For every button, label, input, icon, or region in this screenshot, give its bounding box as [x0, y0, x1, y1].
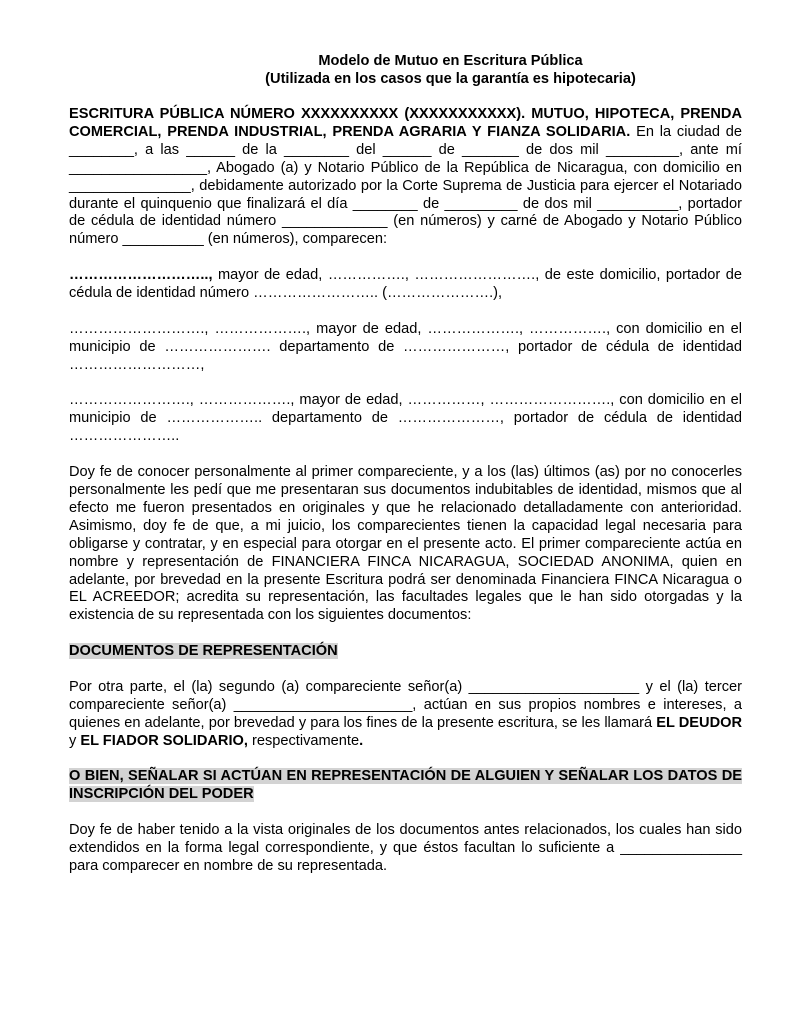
fiador-label: EL FIADOR SOLIDARIO,	[80, 732, 248, 749]
document-body	[69, 106, 742, 894]
title-line-1: Modelo de Mutuo en Escritura Pública	[318, 53, 583, 69]
compareciente-2-paragraph: ………………………., ………………., mayor de edad, ………………., ……………., con domicilio en el municipio de …………………. departamento de …………………, portador de cédula de identidad ………………………,	[69, 320, 742, 373]
compareciente-1-paragraph	[69, 267, 742, 303]
compareciente-3-paragraph: ……………………., ………………., mayor de edad, ……………, ……………………., con domicilio en el municipio de ……………….. departamento de …………………, portador de cédula de identidad …………………..	[69, 392, 742, 445]
parte-text-2: y	[69, 732, 81, 749]
heading-documentos-representacion	[69, 643, 742, 661]
parte-period: .	[359, 732, 364, 749]
final-paragraph: Doy fe de haber tenido a la vista originales de los documentos antes relacionados, los cuales han sido extendidos en la forma legal correspondiente, y que éstos facultan lo suficiente a _______________ para comparecer en nombre de su representada.	[69, 822, 742, 874]
heading-docs-text: DOCUMENTOS DE REPRESENTACIÓN	[69, 643, 338, 660]
intro-text: En la ciudad de ________, a las ______ de la ________ del ______ de _______ de dos mil _________, ante mí _________________, Abogado (a) y Notario Público de la República de Nicaragua, con domicilio en _______________, debidamente autorizado por la Corte Suprema de Justicia para ejercer el Notariado durante el quinquenio que finalizará el día ________ de _________ de dos mil __________, portador de cédula de identidad número _____________ (en números) y carné de Abogado y Notario Público número __________ (en números), comparecen:	[69, 123, 742, 248]
intro-paragraph	[69, 106, 742, 249]
parte-paragraph	[69, 679, 742, 751]
deudor-label: EL DEUDOR	[656, 714, 742, 731]
intro-bold-text: ESCRITURA PÚBLICA NÚMERO XXXXXXXXXX (XXXXXXXXXXX). MUTUO, HIPOTECA, PRENDA COMERCIAL, PRENDA INDUSTRIAL, PRENDA AGRARIA Y FIANZA SOLIDARIA.	[69, 106, 742, 140]
parte-text-3: respectivamente	[247, 732, 360, 749]
heading-representacion-poder	[69, 768, 742, 804]
title-line-2: (Utilizada en los casos que la garantía es hipotecaria)	[265, 71, 636, 87]
parte-text-1: Por otra parte, el (la) segundo (a) compareciente señor(a) _____________________ y el (la) tercer compareciente señor(a) ______________________, actúan en sus propios nombres e intereses, a quienes en adelante, por brevedad y para los fines de la presente escritura, se les llamará	[69, 678, 742, 731]
compareciente-1-text: mayor de edad, ……………., ……………………., de este domicilio, portador de cédula de identidad número …………………….. (………………….),	[69, 267, 742, 302]
document-title	[0, 52, 791, 88]
fe-paragraph: Doy fe de conocer personalmente al primer compareciente, y a los (las) últimos (as) por no conocerles personalmente les pedí que me presentaran sus documentos indubitables de identidad, mismos que al efecto me fueron presentados en originales y que he relacionado detalladamente con anterioridad. Asimismo, doy fe de que, a mi juicio, los comparecientes tienen la capacidad legal necesaria para obligarse y contratar, y en especial para otorgar en el presente acto. El primer compareciente actúa en nombre y representación de FINANCIERA FINCA NICARAGUA, SOCIEDAD ANONIMA, quien en adelante, por brevedad en la presente Escritura podrá ser denominada Financiera FINCA Nicaragua o EL ACREEDOR; acredita su representación, las facultades legales que le han sido otorgadas y la existencia de su representada con los siguientes documentos:	[69, 464, 742, 624]
heading-rep-text: O BIEN, SEÑALAR SI ACTÚAN EN REPRESENTACIÓN DE ALGUIEN Y SEÑALAR LOS DATOS DE INSCRIPCIÓN DEL PODER	[69, 768, 742, 803]
compareciente-1-name: ………………………..,	[69, 267, 213, 284]
